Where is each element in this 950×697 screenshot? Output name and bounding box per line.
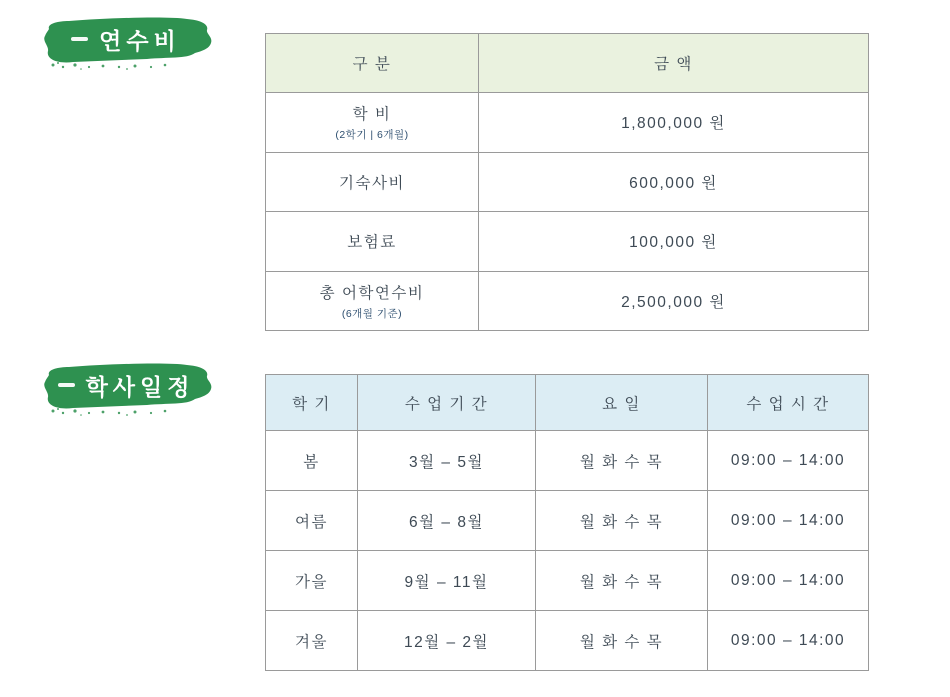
schedule-time-cell: 09:00 – 14:00 [708, 551, 869, 611]
section-label-schedule [37, 359, 215, 419]
schedule-header-period: 수 업 기 간 [358, 375, 536, 431]
schedule-period-cell: 6월 – 8월 [358, 491, 536, 551]
fee-category-cell [266, 212, 479, 272]
label-dash [71, 37, 88, 41]
fee-label: 보험료 [347, 234, 397, 252]
schedule-days-cell: 월 화 수 목 [536, 431, 708, 491]
table-row [266, 93, 869, 153]
section-title-fee: 연수비 [99, 27, 181, 54]
table-row [266, 611, 869, 671]
schedule-time-cell: 09:00 – 14:00 [708, 431, 869, 491]
fee-header-row [266, 34, 869, 93]
fee-category-cell [266, 271, 479, 331]
fee-category-cell [266, 152, 479, 212]
schedule-table [265, 374, 869, 671]
schedule-header-days: 요 일 [536, 375, 708, 431]
schedule-season-cell: 여름 [266, 491, 358, 551]
table-row [266, 491, 869, 551]
table-row [266, 271, 869, 331]
section-title-schedule: 학사일정 [85, 373, 195, 400]
table-row [266, 212, 869, 272]
schedule-period-cell: 12월 – 2월 [358, 611, 536, 671]
schedule-season-cell: 가을 [266, 551, 358, 611]
fee-sublabel: (6개월 기준) [341, 307, 403, 320]
fee-amount-cell: 100,000 원 [479, 212, 869, 272]
schedule-period-cell: 9월 – 11월 [358, 551, 536, 611]
fee-label: 총 어학연수비 [319, 284, 425, 302]
fee-header-category: 구 분 [266, 34, 479, 93]
fee-amount-cell: 2,500,000 원 [479, 271, 869, 331]
schedule-season-cell: 겨울 [266, 611, 358, 671]
fee-category-cell [266, 93, 479, 153]
fee-amount-cell: 1,800,000 원 [479, 93, 869, 153]
schedule-period-cell: 3월 – 5월 [358, 431, 536, 491]
schedule-header-time: 수 업 시 간 [708, 375, 869, 431]
fee-header-amount: 금 액 [479, 34, 869, 93]
schedule-header-term: 학 기 [266, 375, 358, 431]
schedule-season-cell: 봄 [266, 431, 358, 491]
label-dash [58, 383, 75, 387]
fee-amount-cell: 600,000 원 [479, 152, 869, 212]
schedule-time-cell: 09:00 – 14:00 [708, 611, 869, 671]
table-row [266, 431, 869, 491]
section-label-fee [37, 13, 215, 73]
schedule-time-cell: 09:00 – 14:00 [708, 491, 869, 551]
fee-sublabel: (2학기 | 6개월) [335, 129, 409, 142]
fee-table [265, 33, 869, 331]
schedule-days-cell: 월 화 수 목 [536, 491, 708, 551]
schedule-days-cell: 월 화 수 목 [536, 611, 708, 671]
fee-label: 기숙사비 [339, 174, 405, 192]
table-row [266, 152, 869, 212]
fee-label: 학 비 [352, 106, 392, 124]
schedule-days-cell: 월 화 수 목 [536, 551, 708, 611]
schedule-header-row [266, 375, 869, 431]
table-row [266, 551, 869, 611]
